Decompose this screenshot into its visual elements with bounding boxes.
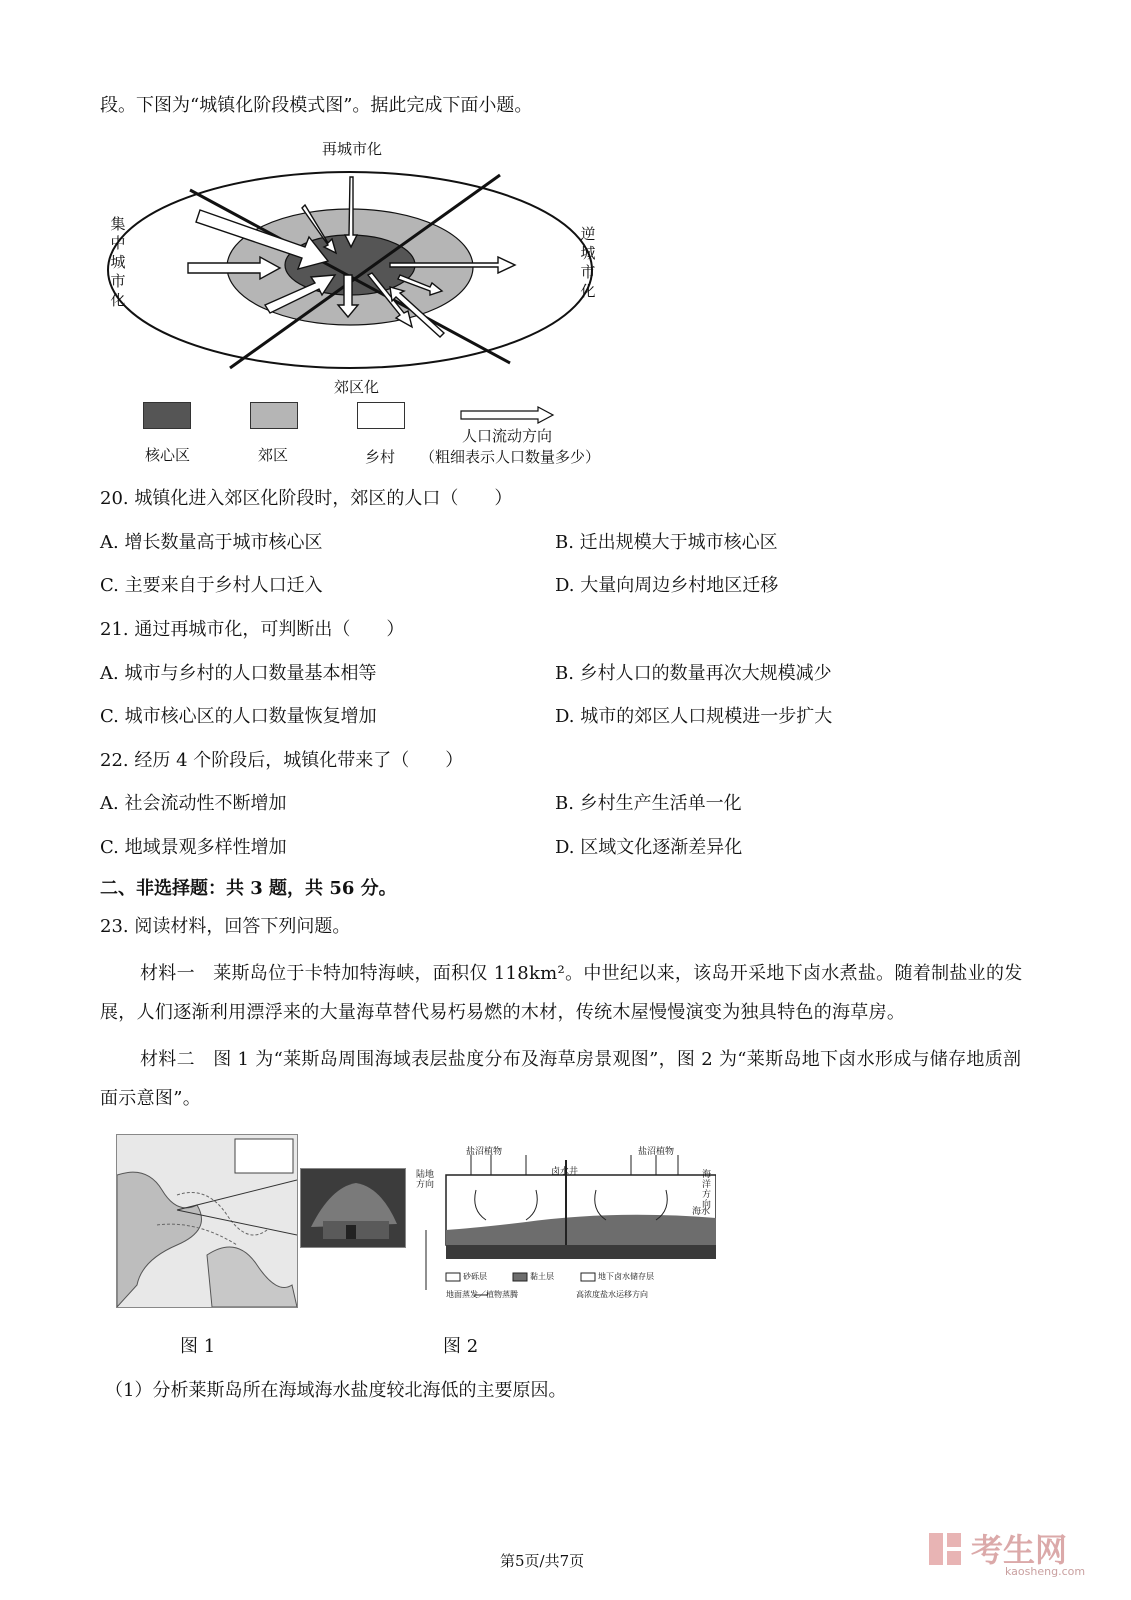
question-21-stem: 21. 通过再城市化，可判断出（ ） [100, 619, 405, 640]
label-reurbanization: 再城市化 [322, 140, 383, 158]
question-20-option-a: A. 增长数量高于城市核心区 [100, 532, 323, 553]
question-21-option-d: D. 城市的郊区人口规模进一步扩大 [555, 706, 833, 727]
figure-1-map [116, 1134, 298, 1308]
fig2-legend-flow: 高浓度盐水运移方向 [576, 1290, 648, 1299]
figure-2-caption: 图 2 [443, 1336, 479, 1357]
fig2-legend-sand: 砂砾层 [463, 1272, 487, 1281]
question-22-option-d: D. 区域文化逐渐差异化 [555, 837, 743, 858]
fig2-land-label-1: 陆地 [416, 1170, 435, 1180]
fig2-land-label [416, 1170, 434, 1190]
urbanization-svg [100, 165, 660, 425]
figure-1-caption: 图 1 [180, 1336, 216, 1357]
seaweed-house-svg [301, 1169, 405, 1247]
question-20-stem: 20. 城镇化进入郊区化阶段时，郊区的人口（ ） [100, 488, 513, 509]
intro-text: 段。下图为“城镇化阶段模式图”。据此完成下面小题。 [100, 95, 533, 116]
label-counter-urbanization: 逆城市化 [580, 225, 596, 300]
question-21-option-b: B. 乡村人口的数量再次大规模减少 [555, 663, 832, 684]
fig2-well-label: 卤水井 [551, 1167, 579, 1177]
fig2-legend-brine: 地下卤水储存层 [598, 1272, 654, 1281]
watermark-brand: 考生网 [971, 1531, 1068, 1569]
question-22-option-c: C. 地域景观多样性增加 [100, 837, 287, 858]
fig2-sea-label-1: 海洋 [702, 1170, 712, 1190]
fig2-sea-label-2: 方向 [702, 1190, 712, 1210]
legend-suburb-label: 郊区 [258, 446, 289, 464]
legend-core-label: 核心区 [145, 446, 191, 464]
legend-rural-label: 乡村 [365, 448, 396, 466]
legend-flow-label: 人口流动方向 [462, 427, 553, 445]
label-concentration: 集中城市化 [110, 215, 126, 309]
page-footer: 第5页/共7页 [500, 1552, 585, 1570]
question-20-option-d: D. 大量向周边乡村地区迁移 [555, 575, 779, 596]
legend-core-swatch [143, 402, 191, 429]
legend-arrow-icon [460, 406, 555, 424]
question-22-stem: 22. 经历 4 个阶段后，城镇化带来了（ ） [100, 750, 464, 771]
figure-2-profile [416, 1140, 716, 1315]
legend-rural-swatch [357, 402, 405, 429]
seaweed-house-photo [300, 1168, 406, 1248]
question-22-option-a: A. 社会流动性不断增加 [100, 793, 287, 814]
question-23-stem: 23. 阅读材料，回答下列问题。 [100, 916, 351, 937]
section-2-title: 二、非选择题：共 3 题，共 56 分。 [100, 878, 397, 899]
fig2-seawater-label: 海水 [692, 1207, 711, 1217]
legend-flow-note: （粗细表示人口数量多少） [420, 448, 601, 466]
fig2-legend-evap: 地面蒸发／植物蒸腾 [446, 1290, 518, 1299]
urbanization-diagram [100, 130, 660, 490]
question-21-option-a: A. 城市与乡村的人口数量基本相等 [100, 663, 377, 684]
question-21-option-c: C. 城市核心区的人口数量恢复增加 [100, 706, 377, 727]
question-20-option-b: B. 迁出规模大于城市核心区 [555, 532, 778, 553]
fig2-plant-left: 盐沼植物 [466, 1147, 503, 1157]
watermark-icon [925, 1529, 965, 1569]
label-suburbanization: 郊区化 [334, 378, 380, 396]
fig2-plant-right: 盐沼植物 [638, 1147, 675, 1157]
material-1: 材料一 莱斯岛位于卡特加特海峡，面积仅 118km²。中世纪以来，该岛开采地下卤水煮盐。随着制盐业的发展，人们逐渐利用漂浮来的大量海草替代易朽易燃的木材，传统木屋慢慢演变为独具特色的海草房。 [100, 963, 1023, 1023]
legend-suburb-swatch [250, 402, 298, 429]
figure-1-map-svg [117, 1135, 297, 1307]
sub-question-1: （1）分析莱斯岛所在海域海水盐度较北海低的主要原因。 [105, 1380, 567, 1401]
watermark-url: kaosheng.com [1005, 1565, 1086, 1578]
question-20-option-c: C. 主要来自于乡村人口迁入 [100, 575, 323, 596]
watermark-logo [925, 1525, 1125, 1585]
fig2-legend-clay: 黏土层 [530, 1272, 554, 1281]
fig2-land-label-2: 方向 [416, 1180, 435, 1190]
material-2: 材料二 图 1 为“莱斯岛周围海域表层盐度分布及海草房景观图”，图 2 为“莱斯岛地下卤水形成与储存地质剖面示意图”。 [100, 1049, 1022, 1109]
question-22-option-b: B. 乡村生产生活单一化 [555, 793, 742, 814]
